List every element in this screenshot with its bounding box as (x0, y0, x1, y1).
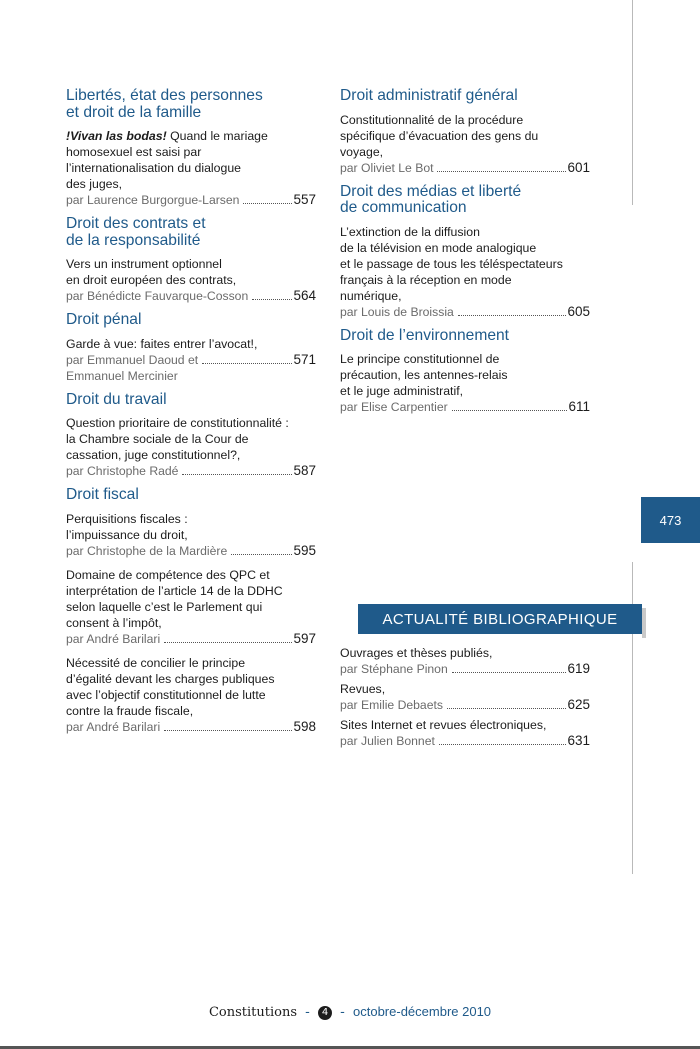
toc-left-column (66, 88, 316, 743)
entry-title-text: Revues, (340, 682, 386, 696)
toc-entry[interactable] (340, 351, 590, 415)
page-footer (0, 1002, 700, 1023)
entry-author: par Christophe de la Mardière (66, 543, 228, 558)
toc-entry[interactable] (66, 336, 316, 384)
margin-rule-top (632, 0, 633, 205)
dot-leader (452, 672, 567, 673)
entry-page-number: 587 (293, 463, 316, 478)
dot-leader (231, 554, 292, 555)
dot-leader (182, 474, 292, 475)
author-line (66, 463, 316, 479)
entry-page-number: 557 (293, 192, 316, 207)
entry-title-text: Perquisitions fiscales : l’impuissance du droit, (66, 511, 188, 542)
entry-title-text: Ouvrages et thèses publiés, (340, 646, 493, 660)
entry-title-text: Constitutionnalité de la procédure spécifique d’évacuation des gens du voyage, (340, 112, 539, 159)
entry-title (66, 655, 316, 719)
entry-author: par Bénédicte Fauvarque-Cosson (66, 289, 249, 303)
toc-entry[interactable] (66, 128, 316, 208)
author-line (340, 304, 590, 320)
entry-title (340, 112, 590, 160)
page-number-tab: 473 (641, 497, 700, 543)
entry-page-number: 631 (567, 733, 590, 748)
author-line (66, 719, 316, 735)
entry-title-text: Vers un instrument optionnel en droit européen des contrats, (66, 257, 237, 287)
author-line (66, 543, 316, 559)
footer-separator: - (305, 1005, 310, 1020)
entry-author: par Louis de Broissia (340, 304, 454, 319)
author-line (340, 661, 590, 677)
section-title: Droit de l’environnement (340, 326, 510, 344)
section-title: Droit des médias et liberté de communication (340, 182, 522, 216)
entry-author: par Emmanuel Daoud et Emmanuel Mercinier (66, 352, 199, 383)
entry-author: par André Barilari (66, 631, 161, 646)
dot-leader (202, 363, 292, 364)
entry-title (340, 681, 590, 697)
entry-author: par Stéphane Pinon (340, 662, 448, 676)
entry-author: par Elise Carpentier (340, 400, 448, 414)
section-title: Droit du travail (66, 390, 167, 408)
section-title: Droit pénal (66, 311, 142, 328)
toc-entry[interactable] (340, 224, 590, 320)
toc-entry[interactable] (340, 645, 590, 677)
toc-entry[interactable] (66, 256, 316, 304)
biblio-list (340, 645, 590, 753)
dot-leader (447, 708, 567, 709)
biblio-heading: ACTUALITÉ BIBLIOGRAPHIQUE (358, 604, 642, 634)
toc-entry[interactable] (66, 415, 316, 479)
section-title: Droit des contrats et de la responsabilité (66, 215, 206, 249)
dot-leader (452, 410, 568, 411)
entry-page-number: 611 (568, 399, 590, 414)
footer-journal: Constitutions (208, 1005, 298, 1020)
author-line (66, 352, 316, 384)
entry-title (66, 567, 316, 631)
entry-author: par Laurence Burgorgue-Larsen (66, 193, 240, 207)
toc-entry[interactable] (66, 655, 316, 735)
dot-leader (252, 299, 292, 300)
section-title: Droit fiscal (66, 486, 139, 503)
dot-leader (164, 642, 292, 643)
author-line (66, 631, 316, 647)
entry-title (66, 336, 316, 352)
entry-title-text: Le principe constitutionnel de précaution, les antennes-relais et le juge administratif, (340, 352, 508, 398)
entry-title-text: L’extinction de la diffusion de la télévision en mode analogique et le passage de tous les téléspectateurs français à la réception en mode numérique, (340, 224, 563, 303)
toc-entry[interactable] (340, 112, 590, 176)
author-line (66, 288, 316, 304)
entry-author: par Christophe Radé (66, 464, 179, 478)
toc-entry[interactable] (66, 511, 316, 559)
entry-title-text: Nécessité de concilier le principe d’égalité devant les charges publiques avec l’objectif constitutionnel de lutte contre la fraude fiscale, (66, 655, 275, 718)
entry-title (340, 224, 590, 304)
footer-separator-2: - (340, 1005, 345, 1020)
entry-title-text: Quand le mariage homosexuel est saisi par l’internationalisation du dialogue des juges, (66, 129, 268, 191)
author-line (340, 160, 590, 176)
entry-author: par Oliviet Le Bot (340, 160, 434, 175)
dot-leader (243, 203, 292, 204)
dot-leader (458, 315, 567, 316)
footer-period: octobre-décembre 2010 (353, 1004, 492, 1019)
entry-page-number: 625 (567, 697, 590, 712)
entry-page-number: 571 (293, 351, 316, 367)
entry-title (66, 511, 316, 543)
entry-page-number: 605 (567, 303, 590, 319)
entry-title-text: Garde à vue: faites entrer l’avocat!, (66, 336, 258, 351)
entry-author: par Emilie Debaets (340, 698, 443, 712)
entry-title (66, 128, 316, 192)
toc-entry[interactable] (340, 717, 590, 749)
entry-author: par André Barilari (66, 719, 161, 734)
author-line (340, 697, 590, 713)
author-line (340, 733, 590, 749)
entry-title (340, 717, 590, 733)
dot-leader (437, 171, 566, 172)
toc-entry[interactable] (340, 681, 590, 713)
entry-title (340, 351, 590, 399)
dot-leader (439, 744, 567, 745)
dot-leader (164, 730, 292, 731)
toc-right-column (340, 88, 590, 423)
entry-title (340, 645, 590, 661)
entry-page-number: 564 (293, 288, 316, 303)
entry-page-number: 619 (567, 661, 590, 676)
entry-title-text: Question prioritaire de constitutionnalité : la Chambre sociale de la Cour de cassation, juge constitutionnel?, (66, 416, 289, 462)
toc-entry[interactable] (66, 567, 316, 647)
entry-title (66, 415, 316, 463)
entry-page-number: 595 (293, 542, 316, 558)
section-title: Droit administratif général (340, 87, 518, 104)
section-title: Libertés, état des personnes et droit de la famille (66, 87, 263, 121)
entry-page-number: 601 (567, 159, 590, 175)
entry-title-text: Sites Internet et revues électroniques, (340, 718, 547, 732)
author-line (66, 192, 316, 208)
footer-issue-badge: 4 (318, 1006, 332, 1020)
entry-title-text: Domaine de compétence des QPC et interprétation de l’article 14 de la DDHC selon laquelle c’est le Parlement qui consent à l’impôt, (66, 567, 283, 630)
entry-page-number: 598 (293, 718, 316, 734)
entry-author: par Julien Bonnet (340, 734, 435, 748)
entry-page-number: 597 (293, 630, 316, 646)
entry-title (66, 256, 316, 288)
entry-title-emphasis: !Vivan las bodas! (66, 129, 167, 143)
author-line (340, 399, 590, 415)
